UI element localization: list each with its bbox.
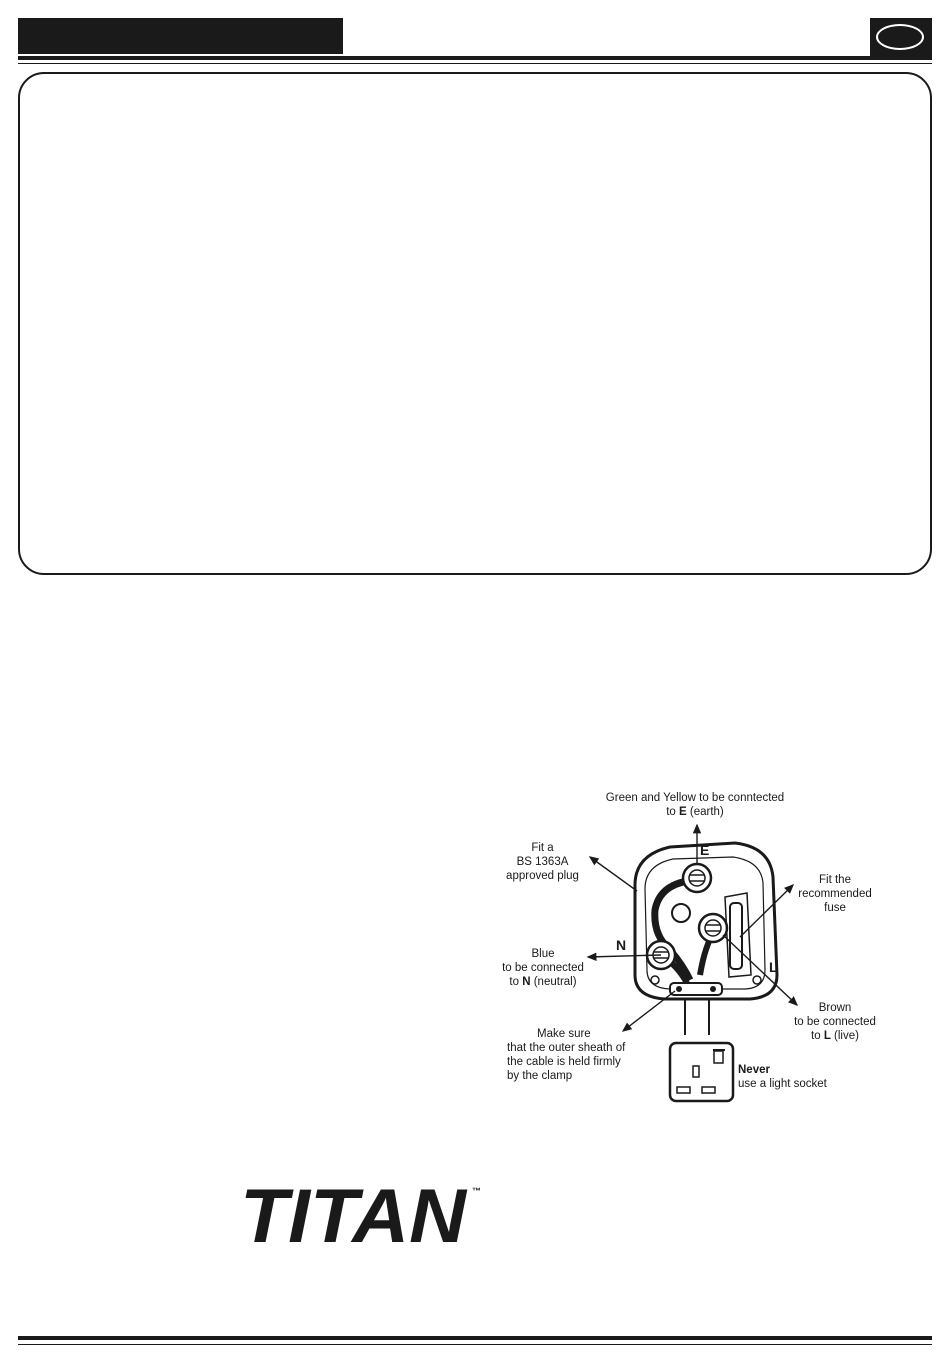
language-oval-icon bbox=[876, 24, 924, 50]
header-title-bar bbox=[18, 18, 343, 54]
live-label-line1: Brown bbox=[818, 1002, 852, 1014]
plug-label-line2: BS 1363A bbox=[516, 856, 569, 868]
socket-label bbox=[738, 1063, 858, 1091]
earth-label bbox=[595, 791, 795, 819]
earth-terminal bbox=[683, 864, 711, 892]
plug-wiring-diagram bbox=[495, 785, 890, 1115]
clamp-label-line1: Make sure bbox=[537, 1028, 591, 1040]
plug-label bbox=[495, 841, 590, 883]
neutral-label-line2: to be connected bbox=[502, 962, 584, 974]
header-rule-thin bbox=[18, 63, 932, 64]
live-label-line3: to L (live) bbox=[811, 1030, 859, 1042]
fuse-label bbox=[785, 873, 885, 915]
socket-label-bold: Never bbox=[738, 1064, 770, 1076]
plug-label-line3: approved plug bbox=[506, 870, 579, 882]
plug-label-line1: Fit a bbox=[531, 842, 554, 854]
clamp-label-line4: by the clamp bbox=[507, 1070, 573, 1082]
terminal-e-label: E bbox=[700, 842, 710, 858]
clamp-label bbox=[507, 1027, 637, 1083]
fuse-label-line3: fuse bbox=[824, 902, 846, 914]
plug-arrow bbox=[590, 857, 637, 891]
trademark-symbol: ™ bbox=[472, 1186, 481, 1196]
clamp-label-line3: the cable is held firmly bbox=[507, 1056, 621, 1068]
socket-label-line2: use a light socket bbox=[738, 1078, 827, 1090]
terminal-l-label: L bbox=[769, 959, 778, 975]
content-panel bbox=[18, 72, 932, 575]
earth-label-line2: to E (earth) bbox=[666, 806, 724, 818]
titan-logo-text: TITAN bbox=[240, 1180, 469, 1250]
fuse-label-line1: Fit the bbox=[819, 874, 851, 886]
earth-label-line1: Green and Yellow to be conntected bbox=[605, 792, 785, 804]
terminal-n-label: N bbox=[616, 937, 627, 953]
footer-rule-thin bbox=[18, 1344, 932, 1345]
wall-socket-icon bbox=[670, 1043, 733, 1101]
live-label-line2: to be connected bbox=[794, 1016, 876, 1028]
fuse-label-line2: recommended bbox=[798, 888, 872, 900]
header-rule bbox=[18, 56, 932, 60]
neutral-label bbox=[495, 947, 591, 989]
live-label bbox=[785, 1001, 885, 1043]
neutral-label-line3: to N (neutral) bbox=[509, 976, 577, 988]
live-terminal bbox=[699, 914, 727, 942]
clamp-label-line2: that the outer sheath of bbox=[507, 1042, 626, 1054]
titan-logo bbox=[238, 1180, 498, 1250]
neutral-label-line1: Blue bbox=[531, 948, 555, 960]
footer-rule bbox=[18, 1336, 932, 1340]
screw-hole bbox=[672, 904, 690, 922]
